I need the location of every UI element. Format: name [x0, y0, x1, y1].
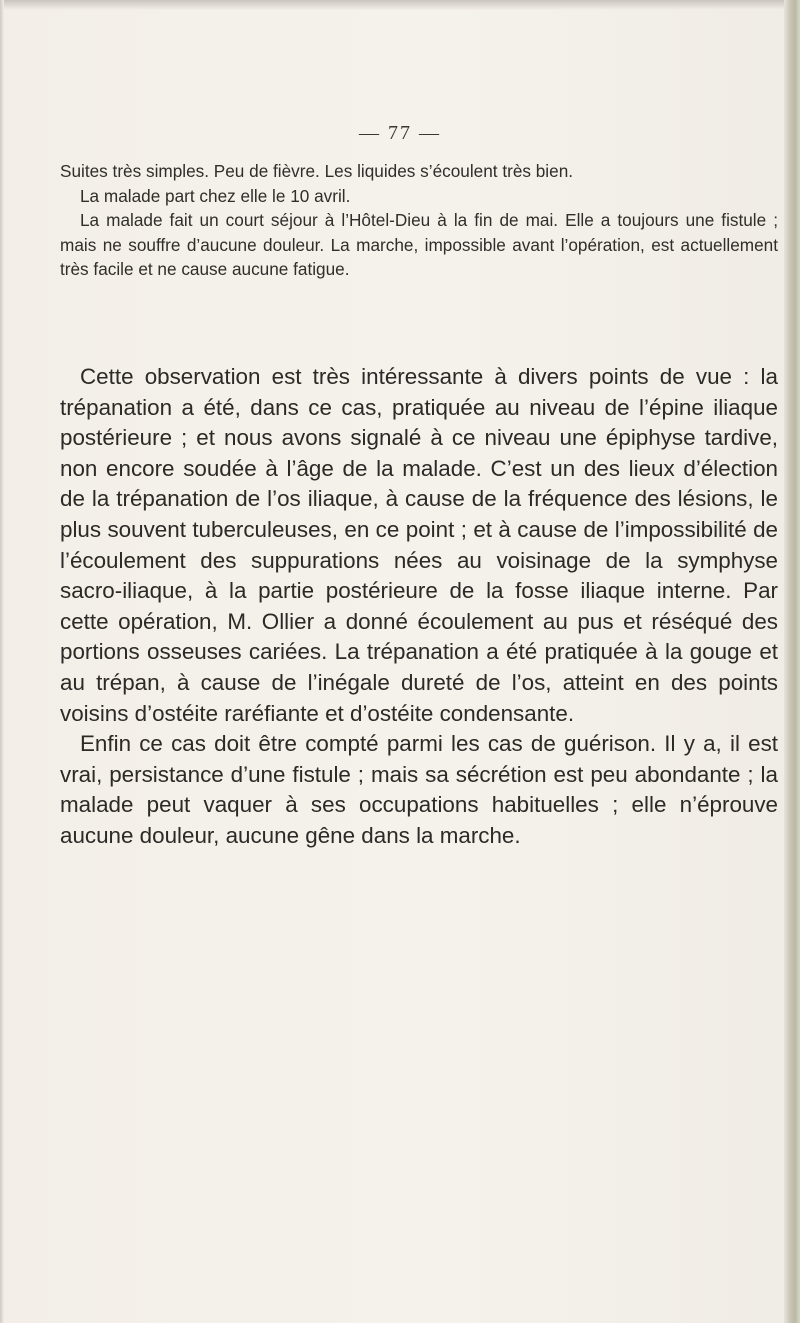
commentary-paragraph: Cette observation est très intéressante à divers points de vue : la trépanation a été, dans ce cas, pratiquée au niveau de l’épine iliaque postérieure ; et nous avons signalé à ce niveau une épiphyse tardive, non encore soudée à l’âge de la malade. C’est un des lieux d’élection de la trépanation de l’os iliaque, à cause de la fréquence des lésions, le plus souvent tuberculeuses, en ce point ; et à cause de l’impossibilité de l’écoulement des suppurations nées au voisinage de la symphyse sacro-iliaque, à la partie postérieure de la fosse iliaque interne. Par cette opération, M. Ollier a donné écoulement au pus et réséqué des portions osseuses cariées. La trépanation a été pratiquée à la gouge et au trépan, à cause de l’inégale dureté de l’os, atteint en des points voisins d’ostéite raréfiante et d’ostéite condensante. — [60, 364, 778, 726]
page-left-edge — [0, 0, 4, 1323]
commentary — [60, 362, 778, 852]
commentary-paragraph: Enfin ce cas doit être compté parmi les cas de guérison. Il y a, il est vrai, persistance d’une fistule ; mais sa sécrétion est peu abondante ; la malade peut vaquer à ses occupations habituelles ; elle n’éprouve aucune douleur, aucune gêne dans la marche. — [60, 731, 778, 848]
case-notes — [60, 159, 778, 282]
page-binding-edge — [784, 0, 800, 1323]
page-top-edge — [0, 0, 800, 10]
page-number: — 77 — — [359, 122, 441, 144]
notes-paragraph: La malade part chez elle le 10 avril. — [80, 185, 351, 206]
notes-paragraph: La malade fait un court séjour à l’Hôtel-Dieu à la fin de mai. Elle a toujours une fistule ; mais ne souffre d’aucune douleur. La marche, impossible avant l’opération, est actuellement très facile et ne cause aucune fatigue. — [60, 210, 778, 280]
notes-paragraph: Suites très simples. Peu de fièvre. Les liquides s’écoulent très bien. — [60, 161, 574, 181]
